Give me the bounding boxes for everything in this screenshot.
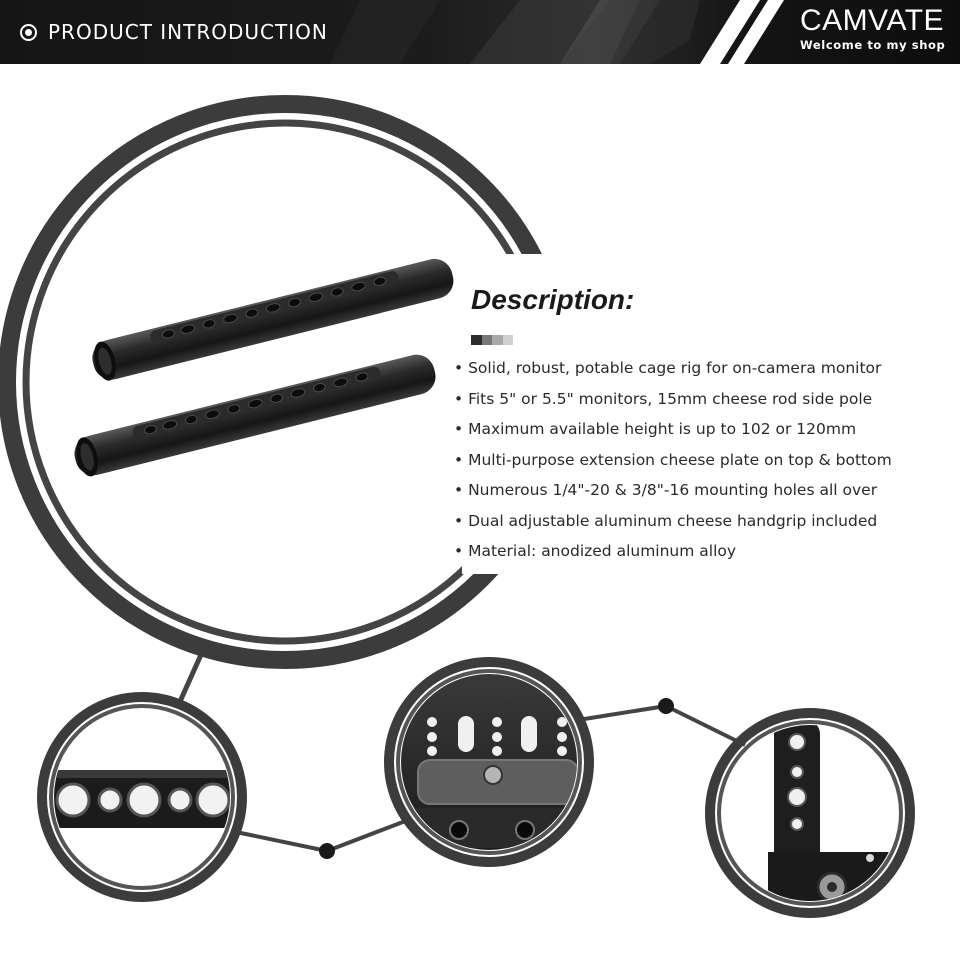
cheese-plate-closeup-image (389, 662, 589, 862)
feature-item: • Fits 5" or 5.5" monitors, 15mm cheese rod side pole (454, 389, 873, 408)
rod-holes-closeup-image (40, 697, 250, 897)
swatch-block (503, 335, 514, 345)
brand-name: CAMVATE (800, 4, 945, 37)
brand-tagline: Welcome to my shop (800, 38, 946, 52)
two-cheese-rods-image (71, 255, 458, 479)
feature-item: • Dual adjustable aluminum cheese handgrip included (454, 511, 878, 530)
handgrip-mount-closeup-image (710, 713, 918, 922)
feature-item: • Multi-purpose extension cheese plate on top & bottom (454, 450, 892, 469)
description-heading: Description: (471, 284, 635, 315)
swatch-block (492, 335, 503, 345)
feature-item: • Material: anodized aluminum alloy (454, 542, 737, 560)
header-title: PRODUCT INTRODUCTION (48, 20, 328, 44)
swatch-block (482, 335, 493, 345)
description-swatch (471, 335, 513, 345)
feature-list (454, 358, 892, 572)
feature-item: • Numerous 1/4"-20 & 3/8"-16 mounting holes all over (454, 481, 878, 499)
feature-item: • Solid, robust, potable cage rig for on-camera monitor (454, 359, 882, 377)
feature-item: • Maximum available height is up to 102 or 120mm (454, 420, 857, 438)
swatch-block (471, 335, 482, 345)
